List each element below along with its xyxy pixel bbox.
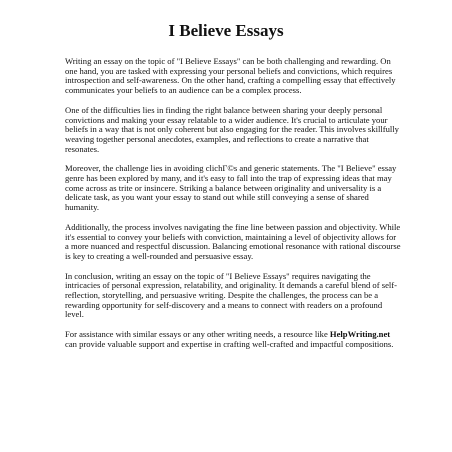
paragraph-2: One of the difficulties lies in finding the right balance between sharing your deeply personal convictions and making your essay relatable to a wider audience. It's crucial to articulate your beliefs in a way that is not only coherent but also engaging for the reader. This involves skillfully weaving together personal anecdotes, examples, and reflections to create a narrative that resonates. [65,104,399,154]
paragraph-3: Moreover, the challenge lies in avoiding clichГ©s and generic statements. The "I Believe" essay genre has been explored by many, and it's easy to fall into the trap of expressing ideas that may come across as trite or insincere. Striking a balance between originality and universality is a delicate task, as you want your essay to stand out while still conveying a sense of shared humanity. [65,163,397,213]
paragraph-5: In conclusion, writing an essay on the topic of "I Believe Essays" requires navigating the intricacies of personal expression, relatability, and originality. It demands a careful blend of self-reflection, storytelling, and persuasive writing. Despite the challenges, the process can be a rewarding opportunity for self-discovery and a means to connect with readers on a profound level. [65,270,398,320]
paragraph-1: Writing an essay on the topic of "I Believe Essays" can be both challenging and rewarding. On one hand, you are tasked with expressing your personal beliefs and convictions, which requires introspection and self-awareness. On the other hand, crafting a compelling essay that effectively communicates your beliefs to an audience can be a complex process. [65,56,396,96]
closing-text-before: For assistance with similar essays or any other writing needs, a resource like [65,329,330,340]
closing-text-after: can provide valuable support and expertise in crafting well-crafted and impactful compositions. [65,338,394,349]
document-body [65,57,401,360]
document-title: I Believe Essays [168,21,284,40]
helpwriting-link[interactable]: HelpWriting.net [329,329,391,340]
closing-paragraph [65,330,401,349]
paragraph-4: Additionally, the process involves navigating the fine line between passion and objectivity. While it's essential to convey your beliefs with conviction, maintaining a level of objectivity allows for a more nuanced and respectful discussion. Balancing emotional resonance with rational discourse is key to creating a well-rounded and persuasive essay. [65,221,401,261]
